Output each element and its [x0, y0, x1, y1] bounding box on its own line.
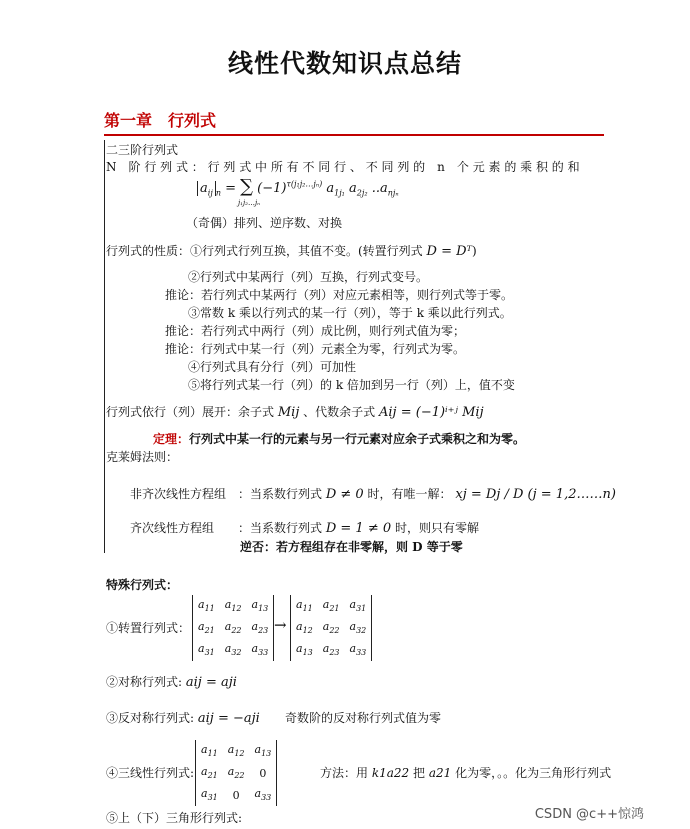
corollary-2: 推论：若行列式中两行（列）成比例，则行列式值为零； — [165, 324, 466, 338]
nonhomogeneous-text: 非齐次线性方程组 ：当系数行列式 — [130, 487, 323, 501]
matrix-cell: $a_{31}$ — [349, 598, 367, 614]
matrix-row — [196, 762, 276, 784]
symmetric-formula: aij = aji — [185, 675, 237, 690]
transpose-equation: D = Dᵀ — [426, 244, 472, 259]
expansion-line — [106, 403, 484, 420]
matrix-cell: $a_{12}$ — [227, 743, 245, 759]
matrix-cell: $a_{12}$ — [224, 598, 242, 614]
matrix-cell: $a_{11}$ — [198, 598, 215, 614]
matrix-cell: $a_{33}$ — [349, 642, 367, 658]
matrix-row — [196, 784, 276, 806]
matrix-row — [193, 617, 273, 639]
a21-symbol: a21 — [428, 766, 452, 780]
cofactor-formula: Aij = (−1)ⁱ⁺ʲ Mij — [379, 405, 484, 420]
property-3: ③常数 k 乘以行列式的某一行（列），等于 k 乘以此行列式。 — [188, 306, 512, 320]
matrix-row — [193, 595, 273, 617]
special-2-line — [106, 673, 237, 690]
matrix-cell: $a_{13}$ — [251, 598, 269, 614]
matrix-three-line — [195, 740, 277, 806]
matrix-transposed-table — [291, 595, 371, 661]
antisymmetric-formula: aij = −aji — [197, 711, 260, 726]
unique-solution-formula: xj = Dj / D (j = 1,2……n) — [455, 487, 616, 502]
matrix-cell: $a_{11}$ — [201, 743, 218, 759]
special-determinants-heading: 特殊行列式： — [106, 578, 179, 592]
line-n-order-definition: N 阶 行 列 式 ： 行 列 式 中 所 有 不 同 行 、 不 同 列 的 n 个 元 素 的 乘 积 的 和 — [106, 160, 580, 174]
matrix-cell: $a_{21}$ — [201, 765, 218, 781]
matrix-cell: $a_{21}$ — [198, 620, 215, 636]
special-3-note: 奇数阶的反对称行列式值为零 — [285, 711, 442, 725]
special-5-label: ⑤上（下）三角形行列式: — [106, 811, 243, 825]
matrix-cell: $a_{23}$ — [251, 620, 269, 636]
minor-symbol: Mij — [277, 405, 300, 420]
arrow-icon: → — [274, 616, 287, 634]
k1a22-symbol: k1a22 — [371, 766, 410, 780]
corollary-1: 推论：若行列式中某两行（列）对应元素相等，则行列式等于零。 — [165, 288, 514, 302]
matrix-cell: 0 — [259, 766, 267, 780]
matrix-cell: 0 — [232, 788, 240, 802]
special-3-label: ③反对称行列式: — [106, 711, 195, 725]
theorem-line — [153, 430, 525, 447]
nonhomogeneous-text-2: 时，有唯一解： — [367, 487, 452, 501]
matrix-row — [291, 617, 371, 639]
determinant-expansion-formula: $a_{ij}$ $_n$ = ∑ $(-1)^{\tau(j_1j_2\dots j_n)}$ $a_{1j_1}$ $a_{2j_2}$ $..a_{nj_n}$ — [197, 176, 399, 198]
matrix-cell: $a_{32}$ — [349, 620, 367, 636]
converse-statement: 逆否：若方程组存在非零解，则 D 等于零 — [240, 540, 463, 554]
matrix-transposed — [290, 595, 372, 661]
matrix-original-table — [193, 595, 273, 661]
theorem-label: 定理： — [153, 432, 190, 446]
property-2: ②行列式中某两行（列）互换，行列式变号。 — [188, 270, 429, 284]
matrix-cell: $a_{11}$ — [296, 598, 313, 614]
matrix-row — [291, 595, 371, 617]
matrix-cell: $a_{22}$ — [322, 620, 340, 636]
matrix-cell: $a_{32}$ — [224, 642, 242, 658]
csdn-watermark: CSDN @c++惊鸿 — [534, 807, 644, 822]
matrix-cell: $a_{23}$ — [322, 642, 340, 658]
special-2-label: ②对称行列式: — [106, 675, 183, 689]
homogeneous-text: 齐次线性方程组 ：当系数行列式 — [130, 521, 323, 535]
page-title: 线性代数知识点总结 — [227, 49, 462, 78]
special-4-label: ④三线性行列式: — [106, 766, 195, 780]
theorem-text: 行列式中某一行的元素与另一行元素对应余子式乘积之和为零。 — [189, 432, 526, 446]
matrix-cell: $a_{12}$ — [296, 620, 313, 636]
matrix-cell: $a_{13}$ — [254, 743, 272, 759]
cramer-rule-heading: 克莱姆法则： — [106, 450, 179, 464]
sum-index-label: j₁j₂…jₙ — [238, 199, 260, 207]
section-left-rule — [104, 140, 105, 553]
special-4-note: 方法：用 k1a22 把 a21 化为零，。。化为三角形行列式 — [320, 766, 612, 780]
matrix-cell: $a_{21}$ — [322, 598, 340, 614]
det-nonzero: D ≠ 0 — [325, 487, 364, 502]
special-3-line — [106, 709, 260, 726]
homogeneous-line — [130, 519, 479, 536]
property-1-text: 行列式的性质：①行列式行列互换，其值不变。(转置行列式 — [106, 244, 423, 258]
expansion-text-2: 、代数余子式 — [303, 405, 376, 419]
matrix-cell: $a_{31}$ — [201, 787, 218, 803]
matrix-cell: $a_{33}$ — [251, 642, 269, 658]
matrix-row — [196, 740, 276, 762]
chapter-heading: 第一章 行列式 — [104, 111, 217, 130]
property-5: ⑤将行列式某一行（列）的 k 倍加到另一行（列）上，值不变 — [188, 378, 515, 392]
line-permutation: （奇偶）排列、逆序数、对换 — [186, 216, 343, 230]
matrix-cell: $a_{22}$ — [227, 765, 245, 781]
homogeneous-text-2: 时，则只有零解 — [394, 521, 479, 535]
det-hom: D = 1 ≠ 0 — [325, 521, 392, 536]
matrix-cell: $a_{13}$ — [296, 642, 313, 658]
property-1: 行列式的性质：①行列式行列互换，其值不变。(转置行列式 D = Dᵀ) — [106, 244, 477, 259]
nonhomogeneous-line — [130, 485, 616, 502]
matrix-cell: $a_{33}$ — [254, 787, 272, 803]
matrix-row — [291, 639, 371, 661]
property-4: ④行列式具有分行（列）可加性 — [188, 360, 357, 374]
special-4-note-text: 方法：用 — [320, 766, 369, 780]
matrix-row — [193, 639, 273, 661]
line-second-third-order: 二三阶行列式 — [106, 143, 179, 157]
expansion-text: 行列式依行（列）展开：余子式 — [106, 405, 275, 419]
matrix-original — [192, 595, 274, 661]
special-4-note-text-2: 化为零，。。化为三角形行列式 — [455, 766, 612, 780]
matrix-cell: $a_{22}$ — [224, 620, 242, 636]
chapter-underline — [104, 134, 604, 136]
matrix-cell: $a_{31}$ — [198, 642, 215, 658]
special-1-label: ①转置行列式： — [106, 621, 191, 635]
matrix-three-line-table — [196, 740, 276, 806]
corollary-3: 推论：行列式中某一行（列）元素全为零，行列式为零。 — [165, 342, 466, 356]
